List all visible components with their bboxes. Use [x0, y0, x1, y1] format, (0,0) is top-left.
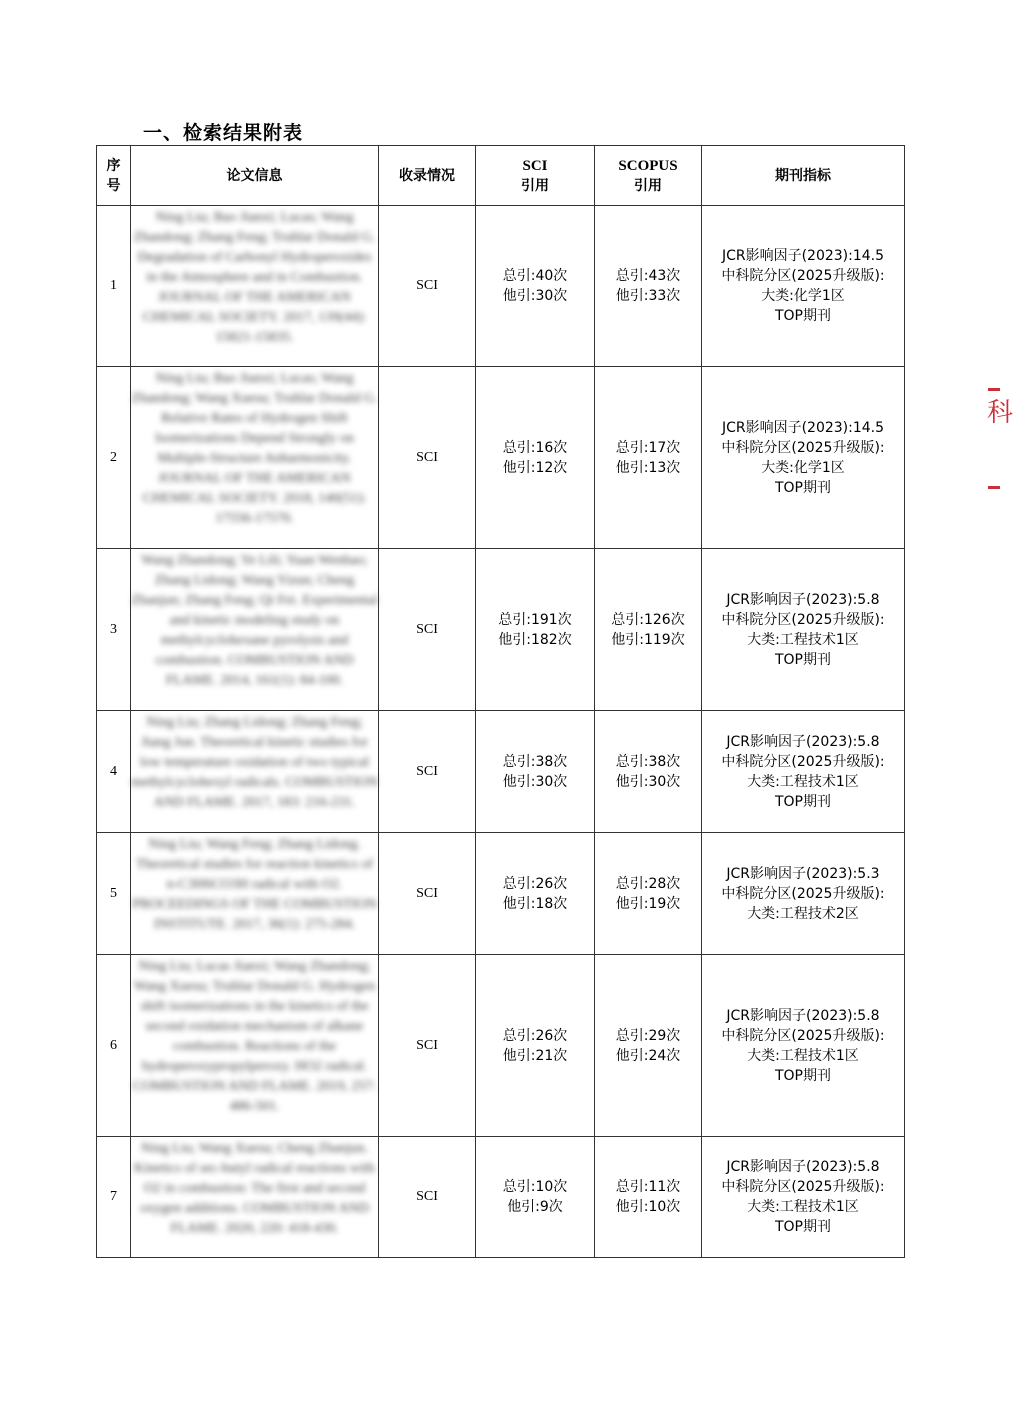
scopus-citation-line: 他引:10次 — [615, 1199, 681, 1215]
sci-citations — [476, 955, 595, 1137]
paper-info-text: Ning Liu; Wang Xuesu; Cheng Zhanjun. Kinetics of sec-butyl radical reactions with O2 in combustion: The first and second oxygen additions. COMBUSTION AND FLAME. 2020, 220: 418-430. — [134, 1140, 375, 1236]
row-number: 1 — [97, 206, 131, 367]
sci-citation-line: 总引:16次 — [502, 439, 568, 456]
scopus-citation-line: 总引:126次 — [611, 611, 685, 628]
sci-citation-line: 总引:26次 — [502, 1027, 568, 1044]
row-number: 7 — [97, 1137, 131, 1258]
paper-info — [131, 1137, 379, 1258]
scopus-citation-line: 总引:43次 — [615, 268, 681, 284]
journal-metric-line: TOP期刊 — [774, 793, 831, 810]
header-no-line-1: 序 — [106, 157, 121, 174]
row-number: 3 — [97, 549, 131, 711]
journal-metric-line: 中科院分区(2025升级版): — [721, 753, 885, 770]
journal-metric-line: 大类:化学1区 — [761, 459, 845, 476]
sci-citation-line: 他引:12次 — [502, 459, 568, 476]
table-row — [97, 711, 905, 833]
sci-citations — [476, 206, 595, 367]
sci-citation-line: 他引:21次 — [502, 1047, 568, 1064]
header-no-line-2: 号 — [106, 177, 121, 194]
sci-citation-line: 他引:30次 — [502, 773, 568, 790]
record-status: SCI — [379, 955, 476, 1137]
paper-info — [131, 955, 379, 1137]
scopus-citation-line: 他引:19次 — [615, 895, 681, 912]
seal-glyph: 科 — [987, 398, 1013, 428]
scopus-citations — [595, 955, 702, 1137]
journal-metric-line: 大类:工程技术2区 — [747, 905, 859, 922]
sci-citations — [476, 711, 595, 833]
header-no — [97, 146, 131, 206]
row-number: 2 — [97, 367, 131, 549]
table-row — [97, 206, 905, 367]
journal-metric-line: JCR影响因子(2023):5.8 — [726, 591, 880, 608]
scopus-citation-line: 总引:29次 — [615, 1027, 681, 1044]
journal-metric-line: JCR影响因子(2023):5.3 — [726, 865, 880, 882]
sci-citations — [476, 833, 595, 955]
header-sci — [476, 146, 595, 206]
header-scopus — [595, 146, 702, 206]
journal-metrics — [702, 367, 905, 549]
sci-citations — [476, 1137, 595, 1258]
scopus-citation-line: 他引:33次 — [615, 288, 681, 304]
journal-metric-line: 中科院分区(2025升级版): — [721, 885, 885, 902]
paper-info-text: Ning Liu; Lucas Jianxi; Wang Zhandong; Wang Xuesu; Truhlar Donald G. Hydrogen shift isomerizations in the kinetics of the second oxidation mechanism of alkane combustion. Reactions of the hydroperoxypropylperoxy. HO2 radical. COMBUSTION AND FLAME. 2019, 257: 486-501. — [132, 958, 377, 1114]
paper-info — [131, 206, 379, 367]
journal-metric-line: 中科院分区(2025升级版): — [721, 1179, 885, 1195]
journal-metric-line: JCR影响因子(2023):5.8 — [726, 1007, 880, 1024]
header-scopus-line-2: 引用 — [634, 177, 662, 194]
table-row — [97, 367, 905, 549]
paper-info-text: Ning Liu; Zhang Lidong; Zhang Feng; Jiang Jun. Theoretical kinetic studies for low temperature oxidation of two typical methylcyclohexyl radicals. COMBUSTION AND FLAME. 2017, 183: 216-231. — [131, 714, 378, 810]
sci-citation-line: 他引:18次 — [502, 895, 568, 912]
record-status: SCI — [379, 367, 476, 549]
scopus-citation-line: 他引:119次 — [611, 631, 685, 648]
scopus-citation-line: 总引:17次 — [615, 439, 681, 456]
journal-metrics — [702, 955, 905, 1137]
journal-metrics — [702, 206, 905, 367]
table-row — [97, 833, 905, 955]
journal-metric-line: 中科院分区(2025升级版): — [721, 1027, 885, 1044]
row-number: 4 — [97, 711, 131, 833]
paper-info — [131, 549, 379, 711]
scopus-citation-line: 总引:11次 — [615, 1179, 681, 1195]
journal-metric-line: 大类:工程技术1区 — [747, 773, 859, 790]
journal-metric-line: 中科院分区(2025升级版): — [721, 439, 885, 456]
results-table — [96, 145, 905, 1258]
journal-metric-line: JCR影响因子(2023):14.5 — [721, 248, 885, 264]
scopus-citations — [595, 206, 702, 367]
journal-metric-line: TOP期刊 — [774, 308, 831, 324]
seal-bar-top — [988, 388, 1000, 391]
scopus-citations — [595, 367, 702, 549]
sci-citations — [476, 367, 595, 549]
table-row — [97, 1137, 905, 1258]
journal-metric-line: 大类:工程技术1区 — [747, 631, 859, 648]
scopus-citations — [595, 549, 702, 711]
sci-citation-line: 总引:191次 — [498, 611, 572, 628]
journal-metric-line: 中科院分区(2025升级版): — [721, 268, 885, 284]
sci-citations — [476, 549, 595, 711]
seal-stamp — [986, 388, 1013, 492]
sci-citation-line: 总引:38次 — [502, 753, 568, 770]
sci-citation-line: 总引:10次 — [502, 1179, 568, 1195]
paper-info-text: Ning Liu; Bao Jianxi; Lucas; Wang Zhandong; Zhang Feng; Truhlar Donald G. Degradation of Carbonyl Hydroperoxides in the Atmosphere and in Combustion. JOURNAL OF THE AMERICAN CHEMICAL SOCIETY. 2017, 139(44): 15821-15835. — [133, 209, 376, 345]
header-record: 收录情况 — [379, 146, 476, 206]
paper-info-text: Wang Zhandong; Ye Lili; Yuan Wenhao; Zhang Lidong; Wang Yizun; Cheng Zhanjun; Zhang Feng; Qi Fei. Experimental and kinetic modeling study on methylcyclohexane pyrolysis and combustion. COMBUSTION AND FLAME. 2014, 161(1): 84-100. — [131, 552, 378, 688]
journal-metrics — [702, 711, 905, 833]
paper-info — [131, 711, 379, 833]
journal-metrics — [702, 1137, 905, 1258]
sci-citation-line: 他引:182次 — [498, 631, 572, 648]
seal-bar-bottom — [988, 486, 1000, 489]
journal-metric-line: 大类:工程技术1区 — [747, 1047, 859, 1064]
paper-info — [131, 833, 379, 955]
header-scopus-line-1: SCOPUS — [618, 157, 678, 174]
table-row — [97, 955, 905, 1137]
record-status: SCI — [379, 206, 476, 367]
record-status: SCI — [379, 1137, 476, 1258]
journal-metrics — [702, 833, 905, 955]
table-row — [97, 549, 905, 711]
scopus-citations — [595, 1137, 702, 1258]
journal-metric-line: JCR影响因子(2023):5.8 — [726, 733, 880, 750]
sci-citation-line: 总引:26次 — [502, 875, 568, 892]
journal-metric-line: 大类:工程技术1区 — [747, 1199, 859, 1215]
scopus-citation-line: 他引:30次 — [615, 773, 681, 790]
scopus-citation-line: 他引:24次 — [615, 1047, 681, 1064]
journal-metric-line: 中科院分区(2025升级版): — [721, 611, 885, 628]
header-sci-line-1: SCI — [522, 157, 548, 174]
scopus-citation-line: 总引:28次 — [615, 875, 681, 892]
sci-citation-line: 总引:40次 — [502, 268, 568, 284]
journal-metric-line: TOP期刊 — [774, 479, 831, 496]
header-sci-line-2: 引用 — [521, 177, 549, 194]
scopus-citation-line: 总引:38次 — [615, 753, 681, 770]
paper-info-text: Ning Liu; Bao Jianxi; Lucas; Wang Zhandong; Wang Xuesu; Truhlar Donald G. Relative Rates of Hydrogen Shift Isomerizations Depend Strongly on Multiple-Structure Anharmonicity. JOURNAL OF THE AMERICAN CHEMICAL SOCIETY. 2018, 140(51): 17556-17570. — [131, 370, 378, 526]
journal-metric-line: JCR影响因子(2023):14.5 — [721, 419, 885, 436]
journal-metric-line: JCR影响因子(2023):5.8 — [726, 1159, 880, 1175]
scopus-citations — [595, 833, 702, 955]
scopus-citations — [595, 711, 702, 833]
header-row — [97, 146, 905, 206]
section-title: 一、检索结果附表 — [143, 122, 304, 144]
row-number: 6 — [97, 955, 131, 1137]
journal-metric-line: TOP期刊 — [774, 1219, 831, 1235]
journal-metric-line: TOP期刊 — [774, 651, 831, 668]
journal-metrics — [702, 549, 905, 711]
record-status: SCI — [379, 711, 476, 833]
row-number: 5 — [97, 833, 131, 955]
header-paper: 论文信息 — [131, 146, 379, 206]
sci-citation-line: 他引:9次 — [507, 1199, 563, 1215]
paper-info — [131, 367, 379, 549]
record-status: SCI — [379, 549, 476, 711]
journal-metric-line: TOP期刊 — [774, 1067, 831, 1084]
journal-metric-line: 大类:化学1区 — [761, 288, 845, 304]
scopus-citation-line: 他引:13次 — [615, 459, 681, 476]
paper-info-text: Ning Liu; Wang Feng; Zhang Lidong. Theoretical studies for reaction kinetics of n-C3H6CO3H radical with O2. PROCEEDINGS OF THE COMBUSTION INSTITUTE. 2017, 36(1): 275-284. — [132, 836, 377, 932]
sci-citation-line: 他引:30次 — [502, 288, 568, 304]
record-status: SCI — [379, 833, 476, 955]
header-journal: 期刊指标 — [702, 146, 905, 206]
